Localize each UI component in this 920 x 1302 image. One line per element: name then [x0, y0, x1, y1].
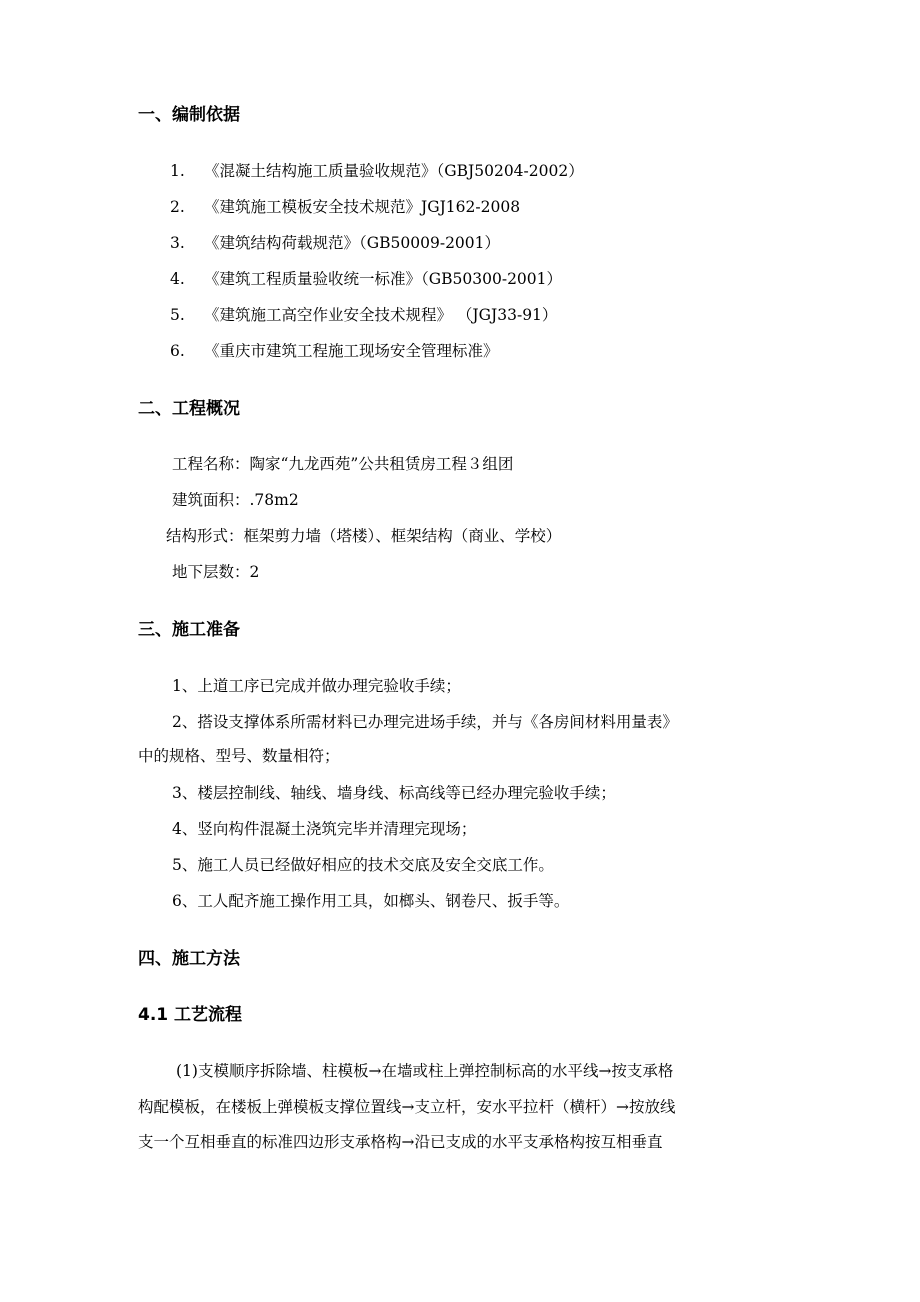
preparation-item: 6、工人配齐施工操作用工具，如榔头、钢卷尺、扳手等。 [172, 892, 570, 910]
reference-text: 《重庆市建筑工程施工现场安全管理标准》 [204, 342, 499, 360]
structure-form-line: 结构形式：框架剪力墙（塔楼）、框架结构（商业、学校） [166, 527, 562, 545]
process-paragraph-line: 支一个互相垂直的标准四边形支承格构→沿已支成的水平支承格构按互相垂直 [138, 1133, 663, 1151]
process-paragraph-line: 构配模板，在楼板上弹模板支撑位置线→支立杆，安水平拉杆（横杆）→按放线 [138, 1098, 676, 1116]
project-name-line: 工程名称：陶家“九龙西苑”公共租赁房工程３组团 [172, 455, 514, 473]
subsection-heading-process: 4.1 工艺流程 [138, 1005, 243, 1025]
preparation-item: 3、楼层控制线、轴线、墙身线、标高线等已经办理完验收手续； [172, 784, 616, 802]
reference-text: 《混凝土结构施工质量验收规范》（GBJ50204-2002） [204, 162, 584, 180]
preparation-item-continuation: 中的规格、型号、数量相符； [138, 747, 340, 765]
building-area-line: 建筑面积：.78m2 [172, 491, 299, 509]
reference-item [170, 340, 499, 362]
reference-number: 5. [170, 306, 185, 324]
section-heading-preparation: 三、施工准备 [138, 620, 240, 640]
reference-number: 4. [170, 270, 185, 288]
reference-number: 3. [170, 234, 185, 252]
process-paragraph-line: (1)支模顺序拆除墙、柱模板→在墙或柱上弹控制标高的水平线→按支承格 [176, 1062, 674, 1080]
reference-number: 6. [170, 342, 185, 360]
reference-text: 《建筑结构荷载规范》（GB50009-2001） [204, 234, 501, 252]
section-heading-method: 四、施工方法 [138, 949, 240, 969]
reference-item [170, 304, 557, 326]
preparation-item: 4、竖向构件混凝土浇筑完毕并清理完现场； [172, 820, 477, 838]
reference-number: 1. [170, 162, 185, 180]
section-heading-overview: 二、工程概况 [138, 399, 240, 419]
preparation-item: 2、搭设支撑体系所需材料已办理完进场手续，并与《各房间材料用量表》 [172, 713, 678, 731]
reference-item [170, 160, 584, 182]
basement-floors-line: 地下层数：2 [172, 563, 260, 581]
reference-number: 2. [170, 198, 185, 216]
section-heading-basis: 一、编制依据 [138, 105, 240, 125]
reference-text: 《建筑施工高空作业安全技术规程》 （JGJ33-91） [204, 306, 558, 324]
reference-item [170, 268, 562, 290]
reference-text: 《建筑工程质量验收统一标准》（GB50300-2001） [204, 270, 563, 288]
reference-item [170, 196, 520, 218]
preparation-item: 1、上道工序已完成并做办理完验收手续； [172, 677, 461, 695]
reference-text: 《建筑施工模板安全技术规范》JGJ162-2008 [204, 198, 521, 216]
reference-item [170, 232, 500, 254]
preparation-item: 5、施工人员已经做好相应的技术交底及安全交底工作。 [172, 856, 554, 874]
